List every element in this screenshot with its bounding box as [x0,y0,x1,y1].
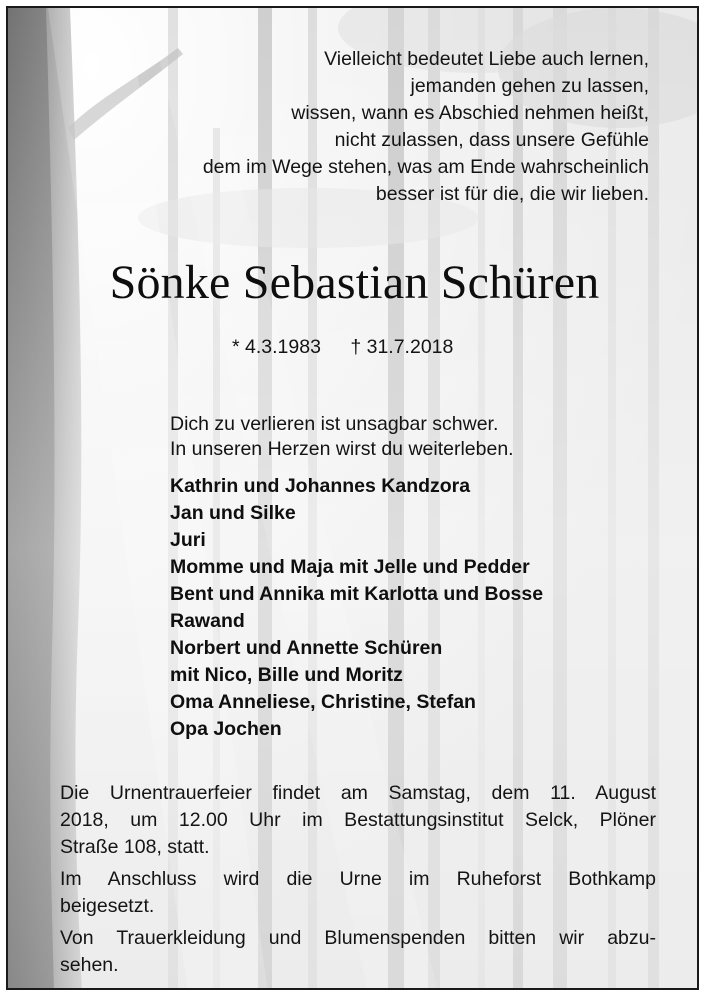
ceremony-paragraph [60,780,656,861]
deceased-name: Sönke Sebastian Schüren [109,256,600,309]
ceremony-info [60,780,656,984]
poem [49,46,649,208]
mourner-entry: mit Nico, Bille und Moritz [170,664,403,686]
request-paragraph [60,925,656,979]
death-date: † 31.7.2018 [350,336,454,358]
request-line: Von Trauerkleidung und Blumenspenden bitten wir abzu- [60,927,656,949]
mourner-entry: Momme und Maja mit Jelle und Pedder [170,556,530,578]
poem-line: Vielleicht bedeutet Liebe auch lernen, [324,48,649,70]
poem-line: nicht zulassen, dass unsere Gefühle [334,129,649,151]
mourner-entry: Oma Anneliese, Christine, Stefan [170,691,476,713]
condolence-line: In unseren Herzen wirst du weiterleben. [170,438,514,460]
burial-line: Im Anschluss wird die Urne im Ruheforst Bothkamp [60,868,656,890]
ceremony-line: Straße 108, statt. [60,836,210,858]
burial-line: beigesetzt. [60,895,155,917]
ceremony-line: Die Urnentrauerfeier findet am Samstag, dem 11. August [60,782,656,804]
mourner-entry: Bent und Annika mit Karlotta und Bosse [170,583,544,605]
burial-paragraph [60,866,656,920]
condolence-text [170,412,514,462]
mourner-entry: Juri [170,529,206,551]
mourner-entry: Jan und Silke [170,502,296,524]
birth-date: * 4.3.1983 [232,336,321,358]
mourner-entry: Norbert und Annette Schüren [170,637,443,659]
poem-line: dem im Wege stehen, was am Ende wahrscheinlich [202,156,649,178]
request-line: sehen. [60,954,119,976]
condolence-line: Dich zu verlieren ist unsagbar schwer. [170,413,499,435]
mourners-list [170,473,543,743]
obituary-notice [6,6,699,990]
poem-line: besser ist für die, die wir lieben. [375,183,649,205]
mourner-entry: Rawand [170,610,245,632]
poem-line: wissen, wann es Abschied nehmen heißt, [291,102,649,124]
ceremony-line: 2018, um 12.00 Uhr im Bestattungsinstitut Selck, Plöner [60,809,656,831]
life-dates [232,336,453,359]
mourner-entry: Opa Jochen [170,718,282,740]
poem-line: jemanden gehen zu lassen, [410,75,649,97]
mourner-entry: Kathrin und Johannes Kandzora [170,475,471,497]
